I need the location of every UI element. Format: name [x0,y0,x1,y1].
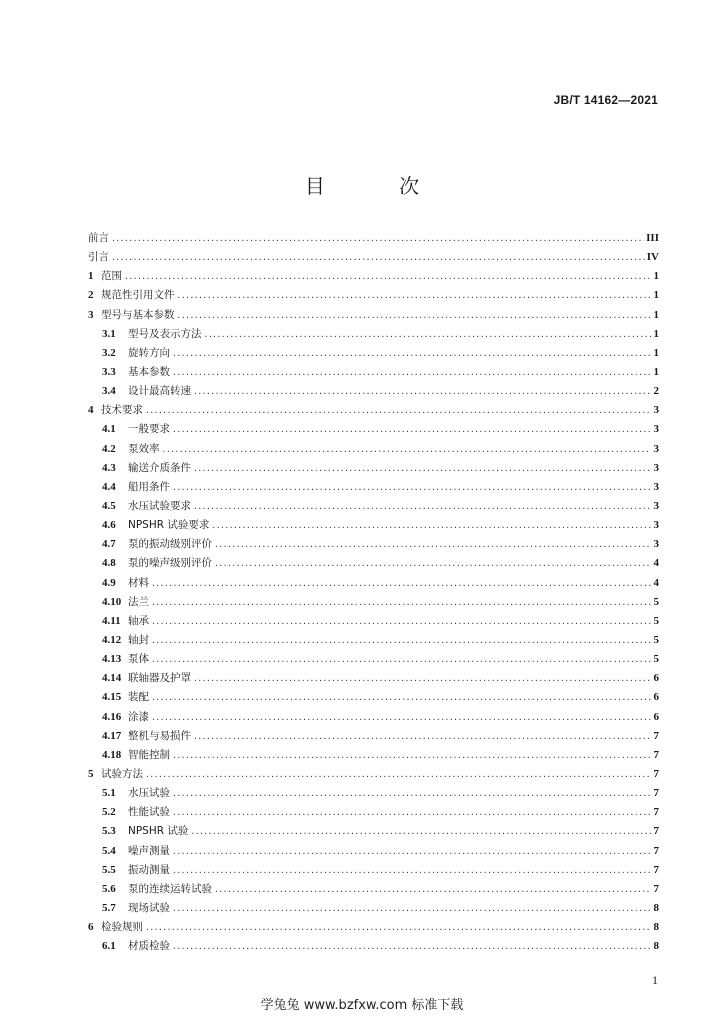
toc-leader-dots [172,937,651,956]
toc-leader-dots [204,325,652,344]
toc-entry-label: 泵效率 [128,442,160,455]
toc-entry[interactable] [88,746,659,765]
page-title: 目 次 [304,174,454,198]
toc-entry-label: 范围 [101,270,122,283]
toc-entry[interactable] [88,229,659,248]
toc-entry-page: 5 [653,633,659,646]
toc-entry-label: 轴封 [128,633,149,646]
toc-entry-page: 6 [653,710,659,723]
toc-entry-number: 5.4 [102,844,116,857]
toc-entry-page: 7 [653,806,659,819]
toc-leader-dots [151,631,651,650]
toc-entry-page: IV [646,251,659,264]
toc-entry[interactable] [88,803,659,822]
toc-entry-label: 法兰 [128,595,149,608]
toc-entry-number: 5.1 [102,787,116,800]
toc-leader-dots [214,880,651,899]
toc-entry-number: 3.3 [102,365,116,378]
toc-entry-number: 4 [88,404,94,417]
toc-entry-number: 3.4 [102,385,116,398]
toc-leader-dots [172,861,651,880]
toc-entry-number: 5.6 [102,882,116,895]
toc-entry-label: 振动测量 [128,863,170,876]
toc-leader-dots [172,420,651,439]
toc-entry-number: 4.17 [102,729,122,742]
toc-entry[interactable] [88,593,659,612]
toc-entry-label: 船用条件 [128,480,170,493]
page-number: 1 [652,973,658,987]
toc-leader-dots [211,516,651,535]
toc-leader-dots [151,612,651,631]
toc-leader-dots [190,822,651,841]
toc-entry[interactable] [88,688,659,707]
toc-entry-number: 3.1 [102,327,116,340]
toc-leader-dots [172,478,651,497]
toc-entry-number: 4.7 [102,538,116,551]
standard-code: JB/T 14162—2021 [553,93,658,107]
toc-entry-number: 4.3 [102,461,116,474]
toc-entry-page: 7 [653,863,659,876]
toc-entry-label: 引言 [88,251,109,264]
toc-entry-page: 1 [653,289,659,302]
toc-entry[interactable] [88,631,659,650]
toc-entry[interactable] [88,669,659,688]
toc-leader-dots [214,554,651,573]
toc-entry-page: 2 [653,385,659,398]
toc-entry-page: 3 [653,499,659,512]
toc-entry-label: 泵的连续运转试验 [128,882,212,895]
toc-leader-dots [177,286,652,305]
toc-entry[interactable] [88,574,659,593]
toc-entry[interactable] [88,861,659,880]
toc-entry-page: 6 [653,691,659,704]
toc-entry-label: 泵体 [128,653,149,666]
toc-entry[interactable] [88,420,659,439]
toc-entry-label: 输送介质条件 [128,461,191,474]
toc-entry-page: 8 [653,940,659,953]
toc-entry-page: 5 [653,595,659,608]
toc-entry-label: 试验方法 [101,767,143,780]
toc-entry-label: 技术要求 [101,404,143,417]
toc-entry[interactable] [88,899,659,918]
toc-entry-number: 4.13 [102,653,122,666]
toc-entry-label: 检验规则 [101,921,143,934]
toc-entry-label: 涂漆 [128,710,149,723]
toc-leader-dots [214,535,651,554]
toc-leader-dots [151,688,651,707]
toc-leader-dots [193,497,651,516]
toc-entry[interactable] [88,937,659,956]
toc-entry-page: 1 [653,270,659,283]
toc-entry[interactable] [88,918,659,937]
toc-entry-label: 性能试验 [128,806,170,819]
toc-entry-label: 规范性引用文件 [101,289,175,302]
toc-leader-dots [111,229,644,248]
toc-entry-label: NPSHR 试验 [128,825,189,838]
toc-entry[interactable] [88,401,659,420]
toc-entry[interactable] [88,516,659,535]
toc-entry-label: 智能控制 [128,748,170,761]
toc-entry-page: 7 [653,729,659,742]
toc-entry-number: 4.8 [102,557,116,570]
toc-entry-label: 旋转方向 [128,346,170,359]
toc-entry-number: 4.1 [102,423,116,436]
toc-entry-label: 水压试验要求 [128,499,191,512]
toc-leader-dots [111,248,645,267]
toc-entry-number: 6.1 [102,940,116,953]
toc-entry[interactable] [88,497,659,516]
toc-entry[interactable] [88,535,659,554]
toc-entry[interactable] [88,267,659,286]
toc-entry[interactable] [88,784,659,803]
toc-entry-label: 型号及表示方法 [128,327,202,340]
toc-entry-page: 3 [653,404,659,417]
toc-entry-label: 材料 [128,576,149,589]
toc-entry-page: III [646,232,659,244]
toc-entry-number: 1 [88,270,94,283]
toc-entry-number: 4.16 [102,710,122,723]
toc-leader-dots [151,574,651,593]
toc-entry[interactable] [88,248,659,267]
toc-entry[interactable] [88,612,659,631]
toc-entry-number: 4.11 [102,614,121,627]
toc-entry-label: 型号与基本参数 [101,308,175,321]
toc-leader-dots [172,746,651,765]
toc-entry-label: 前言 [88,232,109,244]
toc-leader-dots [151,593,651,612]
toc-entry[interactable] [88,363,659,382]
toc-entry-page: 7 [653,767,659,780]
toc-entry[interactable] [88,765,659,784]
toc-entry-label: 材质检验 [128,940,170,953]
toc-entry-number: 5.7 [102,901,116,914]
toc-leader-dots [172,842,651,861]
toc-entry-page: 3 [653,519,659,532]
toc-entry-number: 5 [88,767,94,780]
toc-entry-label: 现场试验 [128,901,170,914]
toc-entry-number: 4.12 [102,633,122,646]
toc-leader-dots [193,382,651,401]
toc-entry[interactable] [88,822,659,841]
toc-entry-page: 3 [653,423,659,436]
toc-entry-page: 7 [653,825,659,838]
toc-leader-dots [151,708,651,727]
toc-entry-page: 3 [653,442,659,455]
toc-entry-number: 4.5 [102,499,116,512]
toc-entry[interactable] [88,325,659,344]
toc-entry-number: 4.10 [102,595,122,608]
toc-entry-label: 基本参数 [128,365,170,378]
toc-entry-number: 4.6 [102,519,116,532]
toc-entry[interactable] [88,650,659,669]
toc-entry-number: 4.2 [102,442,116,455]
toc-entry-label: 装配 [128,691,149,704]
table-of-contents [88,229,659,956]
toc-leader-dots [145,765,651,784]
toc-entry-page: 3 [653,538,659,551]
toc-entry-label: 一般要求 [128,423,170,436]
toc-leader-dots [124,267,651,286]
toc-leader-dots [177,306,652,325]
toc-entry-number: 3 [88,308,94,321]
toc-entry[interactable] [88,382,659,401]
toc-leader-dots [172,363,651,382]
toc-leader-dots [193,727,651,746]
toc-entry-number: 5.5 [102,863,116,876]
toc-entry-page: 1 [653,346,659,359]
toc-leader-dots [172,344,651,363]
toc-leader-dots [172,784,651,803]
toc-entry[interactable] [88,478,659,497]
toc-entry-page: 7 [653,844,659,857]
toc-entry-label: 泵的噪声级别评价 [128,557,212,570]
toc-entry[interactable] [88,344,659,363]
toc-entry[interactable] [88,708,659,727]
toc-entry[interactable] [88,306,659,325]
toc-entry[interactable] [88,440,659,459]
toc-entry[interactable] [88,286,659,305]
toc-leader-dots [193,459,651,478]
toc-entry-label: 泵的振动级别评价 [128,538,212,551]
toc-entry-page: 5 [653,653,659,666]
toc-entry-label: 水压试验 [128,787,170,800]
toc-entry-page: 3 [653,461,659,474]
toc-leader-dots [172,899,651,918]
toc-entry-page: 4 [653,576,659,589]
toc-entry-label: 噪声测量 [128,844,170,857]
toc-leader-dots [193,669,651,688]
toc-entry-number: 4.4 [102,480,116,493]
toc-leader-dots [145,918,651,937]
toc-entry-number: 2 [88,289,94,302]
toc-entry[interactable] [88,554,659,573]
toc-entry-number: 5.2 [102,806,116,819]
toc-entry-number: 5.3 [102,825,116,838]
toc-entry-label: 轴承 [128,614,149,627]
toc-entry-number: 4.18 [102,748,122,761]
toc-entry[interactable] [88,842,659,861]
toc-entry-page: 8 [653,921,659,934]
toc-entry-number: 4.14 [102,672,122,685]
toc-entry-page: 5 [653,614,659,627]
toc-entry-page: 1 [653,327,659,340]
toc-entry-number: 4.9 [102,576,116,589]
toc-entry-label: NPSHR 试验要求 [128,519,210,532]
toc-entry-page: 1 [653,365,659,378]
toc-leader-dots [151,650,651,669]
toc-entry-page: 7 [653,882,659,895]
watermark-footer: 学兔兔 www.bzfxw.com 标准下载 [260,998,464,1013]
toc-leader-dots [145,401,651,420]
toc-entry[interactable] [88,880,659,899]
toc-entry-label: 联轴器及护罩 [128,672,191,685]
toc-entry-page: 8 [653,901,659,914]
toc-leader-dots [172,803,651,822]
toc-entry-label: 设计最高转速 [128,385,191,398]
toc-leader-dots [162,440,652,459]
toc-entry-page: 7 [653,787,659,800]
toc-entry[interactable] [88,459,659,478]
toc-entry-page: 4 [653,557,659,570]
toc-entry-number: 4.15 [102,691,122,704]
toc-entry-page: 3 [653,480,659,493]
toc-entry-page: 6 [653,672,659,685]
toc-entry-number: 6 [88,921,94,934]
toc-entry-label: 整机与易损件 [128,729,191,742]
toc-entry-page: 1 [653,308,659,321]
toc-entry[interactable] [88,727,659,746]
toc-entry-page: 7 [653,748,659,761]
toc-entry-number: 3.2 [102,346,116,359]
